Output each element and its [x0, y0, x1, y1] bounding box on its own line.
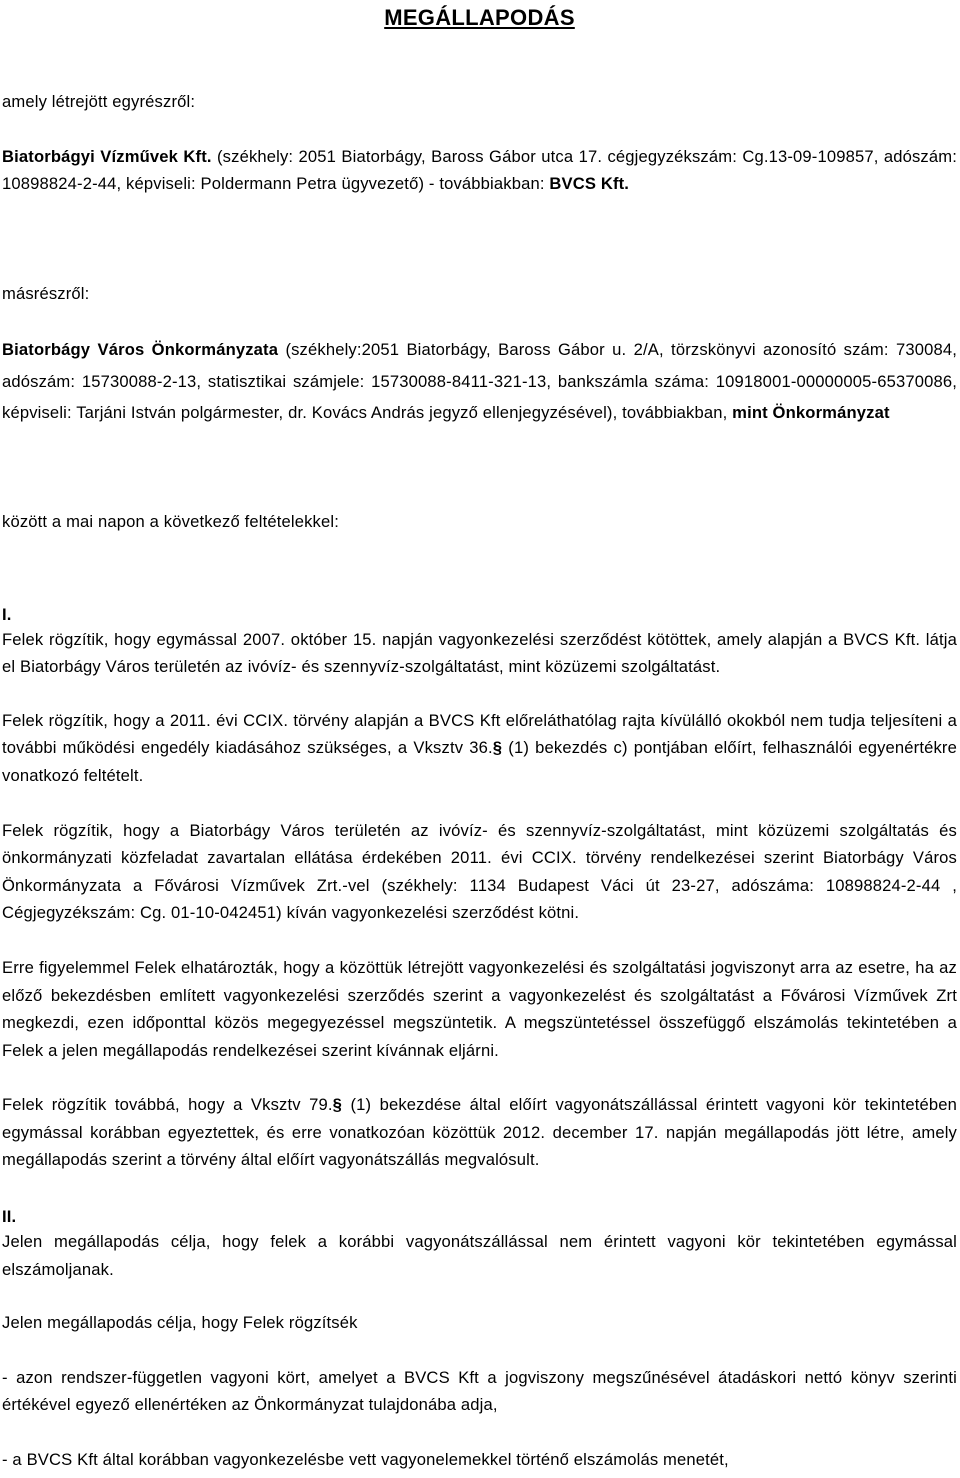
intro-line [2, 88, 957, 116]
section2-p1-text: Jelen megállapodás célja, hogy felek a korábbi vagyonátszállással nem érintett vagyoni kör tekintetében egymással elszámoljanak. [2, 1232, 957, 1279]
section1-p5a-text: Felek rögzítik továbbá, hogy a Vksztv 79. [2, 1095, 333, 1115]
section1-p3-text: Felek rögzítik, hogy a Biatorbágy Város területén az ivóvíz- és szennyvíz-szolgáltatást, mint közüzemi szolgáltatás és önkormányzati közfeladat zavartalan ellátása érdekében 2011. évi CCIX. törvény rendelkezései szerint Biatorbágy Város Önkormányzata a Fővárosi Vízművek Zrt.-vel (székhely: 1134 Budapest Váci út 23-27, adószáma: 10898824-2-44 , Cégjegyzékszám: Cg. 01-10-042451) kíván vagyonkezelési szerződést kötni. [2, 820, 957, 923]
section1-paragraph-3 [2, 817, 957, 927]
section-mark-1: § [492, 738, 503, 758]
section1-p2b-text: (1) bekezdés c) pontjában előírt, felhasználói egyenértékre vonatkozó feltételt. [2, 738, 957, 785]
party1-details: (székhely: 2051 Biatorbágy, Baross Gábor utca 17. cégjegyzékszám: Cg.13-09-109857, adószám: 10898824-2-44, képviseli: Poldermann Petra ügyvezető) - továbbiakban: [2, 146, 957, 194]
section1-paragraph-4 [2, 954, 957, 1064]
section2-paragraph-2 [2, 1309, 957, 1337]
party2-name: Biatorbágy Város Önkormányzata [2, 340, 279, 360]
section2-heading [2, 1206, 957, 1228]
party2-details: (székhely:2051 Biatorbágy, Baross Gábor u. 2/A, törzskönyvi azonosító szám: 730084, adószám: 15730088-2-13, statisztikai számjele: 15730088-8411-321-13, bankszámla száma: 10918001-00000005-65370086, képviseli: Tarjáni István polgármester, dr. Kovács András jegyző ellenjegyzésével), továbbiakban, [2, 340, 957, 422]
conditions-text: között a mai napon a következő feltételekkel: [2, 511, 339, 531]
section2-p4-text: - a BVCS Kft által korábban vagyonkezelésbe vett vagyonelemekkel történő elszámolás menetét, [2, 1450, 729, 1470]
section1-paragraph-1 [2, 626, 957, 681]
intro-text: amely létrejött egyrészről: [2, 92, 196, 111]
section2-paragraph-1 [2, 1228, 957, 1283]
section2-paragraph-3 [2, 1364, 957, 1419]
other-side-line [2, 280, 957, 308]
section2-paragraph-4 [2, 1446, 957, 1474]
section-mark-2: § [332, 1095, 343, 1115]
section1-p1-text: Felek rögzítik, hogy egymással 2007. október 15. napján vagyonkezelési szerződést kötöttek, amely alapján a BVCS Kft. látja el Biatorbágy Város területén az ivóvíz- és szennyvíz-szolgáltatást, mint közüzemi szolgáltatást. [2, 629, 957, 677]
section2-p3-text: - azon rendszer-független vagyoni kört, amelyet a BVCS Kft a jogviszony megszűnésével átadáskori nettó könyv szerinti értékével egyező ellenértéken az Önkormányzat tulajdonába adja, [2, 1367, 957, 1415]
section2-heading-text: II. [2, 1207, 17, 1227]
party1-paragraph [2, 143, 957, 198]
section1-heading-text: I. [2, 604, 12, 624]
document-title: MEGÁLLAPODÁS [384, 5, 575, 30]
party2-paragraph [2, 334, 957, 428]
section1-p4-text: Erre figyelemmel Felek elhatározták, hogy a közöttük létrejött vagyonkezelési és szolgáltatási jogviszonyt arra az esetre, ha az előző bekezdésben említett vagyonkezelési szerződés szerint a vagyonkezelést és szolgáltatást a Fővárosi Vízművek Zrt megkezdi, ezen időponttal közös megegyezéssel megszüntetik. A megszüntetéssel összefüggő elszámolás tekintetében a Felek a jelen megállapodás rendelkezései szerint kívánnak eljárni. [2, 957, 957, 1060]
section1-p2a-text: Felek rögzítik, hogy a 2011. évi CCIX. törvény alapján a BVCS Kft előreláthatólag rajta kívülálló okokból nem tudja teljesíteni a további működési engedély kiadásához szükséges, a Vksztv 36. [2, 710, 957, 758]
section1-paragraph-5 [2, 1091, 957, 1174]
other-side-text: másrészről: [2, 283, 90, 303]
party2-short-name: mint Önkormányzat [732, 402, 890, 422]
section1-paragraph-2 [2, 707, 957, 790]
section1-heading [2, 604, 957, 626]
party1-name: Biatorbágyi Vízművek Kft. [2, 146, 212, 166]
party1-short-name: BVCS Kft. [549, 174, 630, 194]
conditions-line [2, 508, 957, 536]
section1-p5b-text: (1) bekezdése által előírt vagyonátszállással érintett vagyoni kör tekintetében egymással korábban egyeztettek, és erre vonatkozóan közöttük 2012. december 17. napján megállapodás jött létre, amely megállapodás szerint a törvény által előírt vagyonátszállás megvalósult. [2, 1095, 957, 1170]
section2-p2-text: Jelen megállapodás célja, hogy Felek rögzítsék [2, 1313, 358, 1333]
